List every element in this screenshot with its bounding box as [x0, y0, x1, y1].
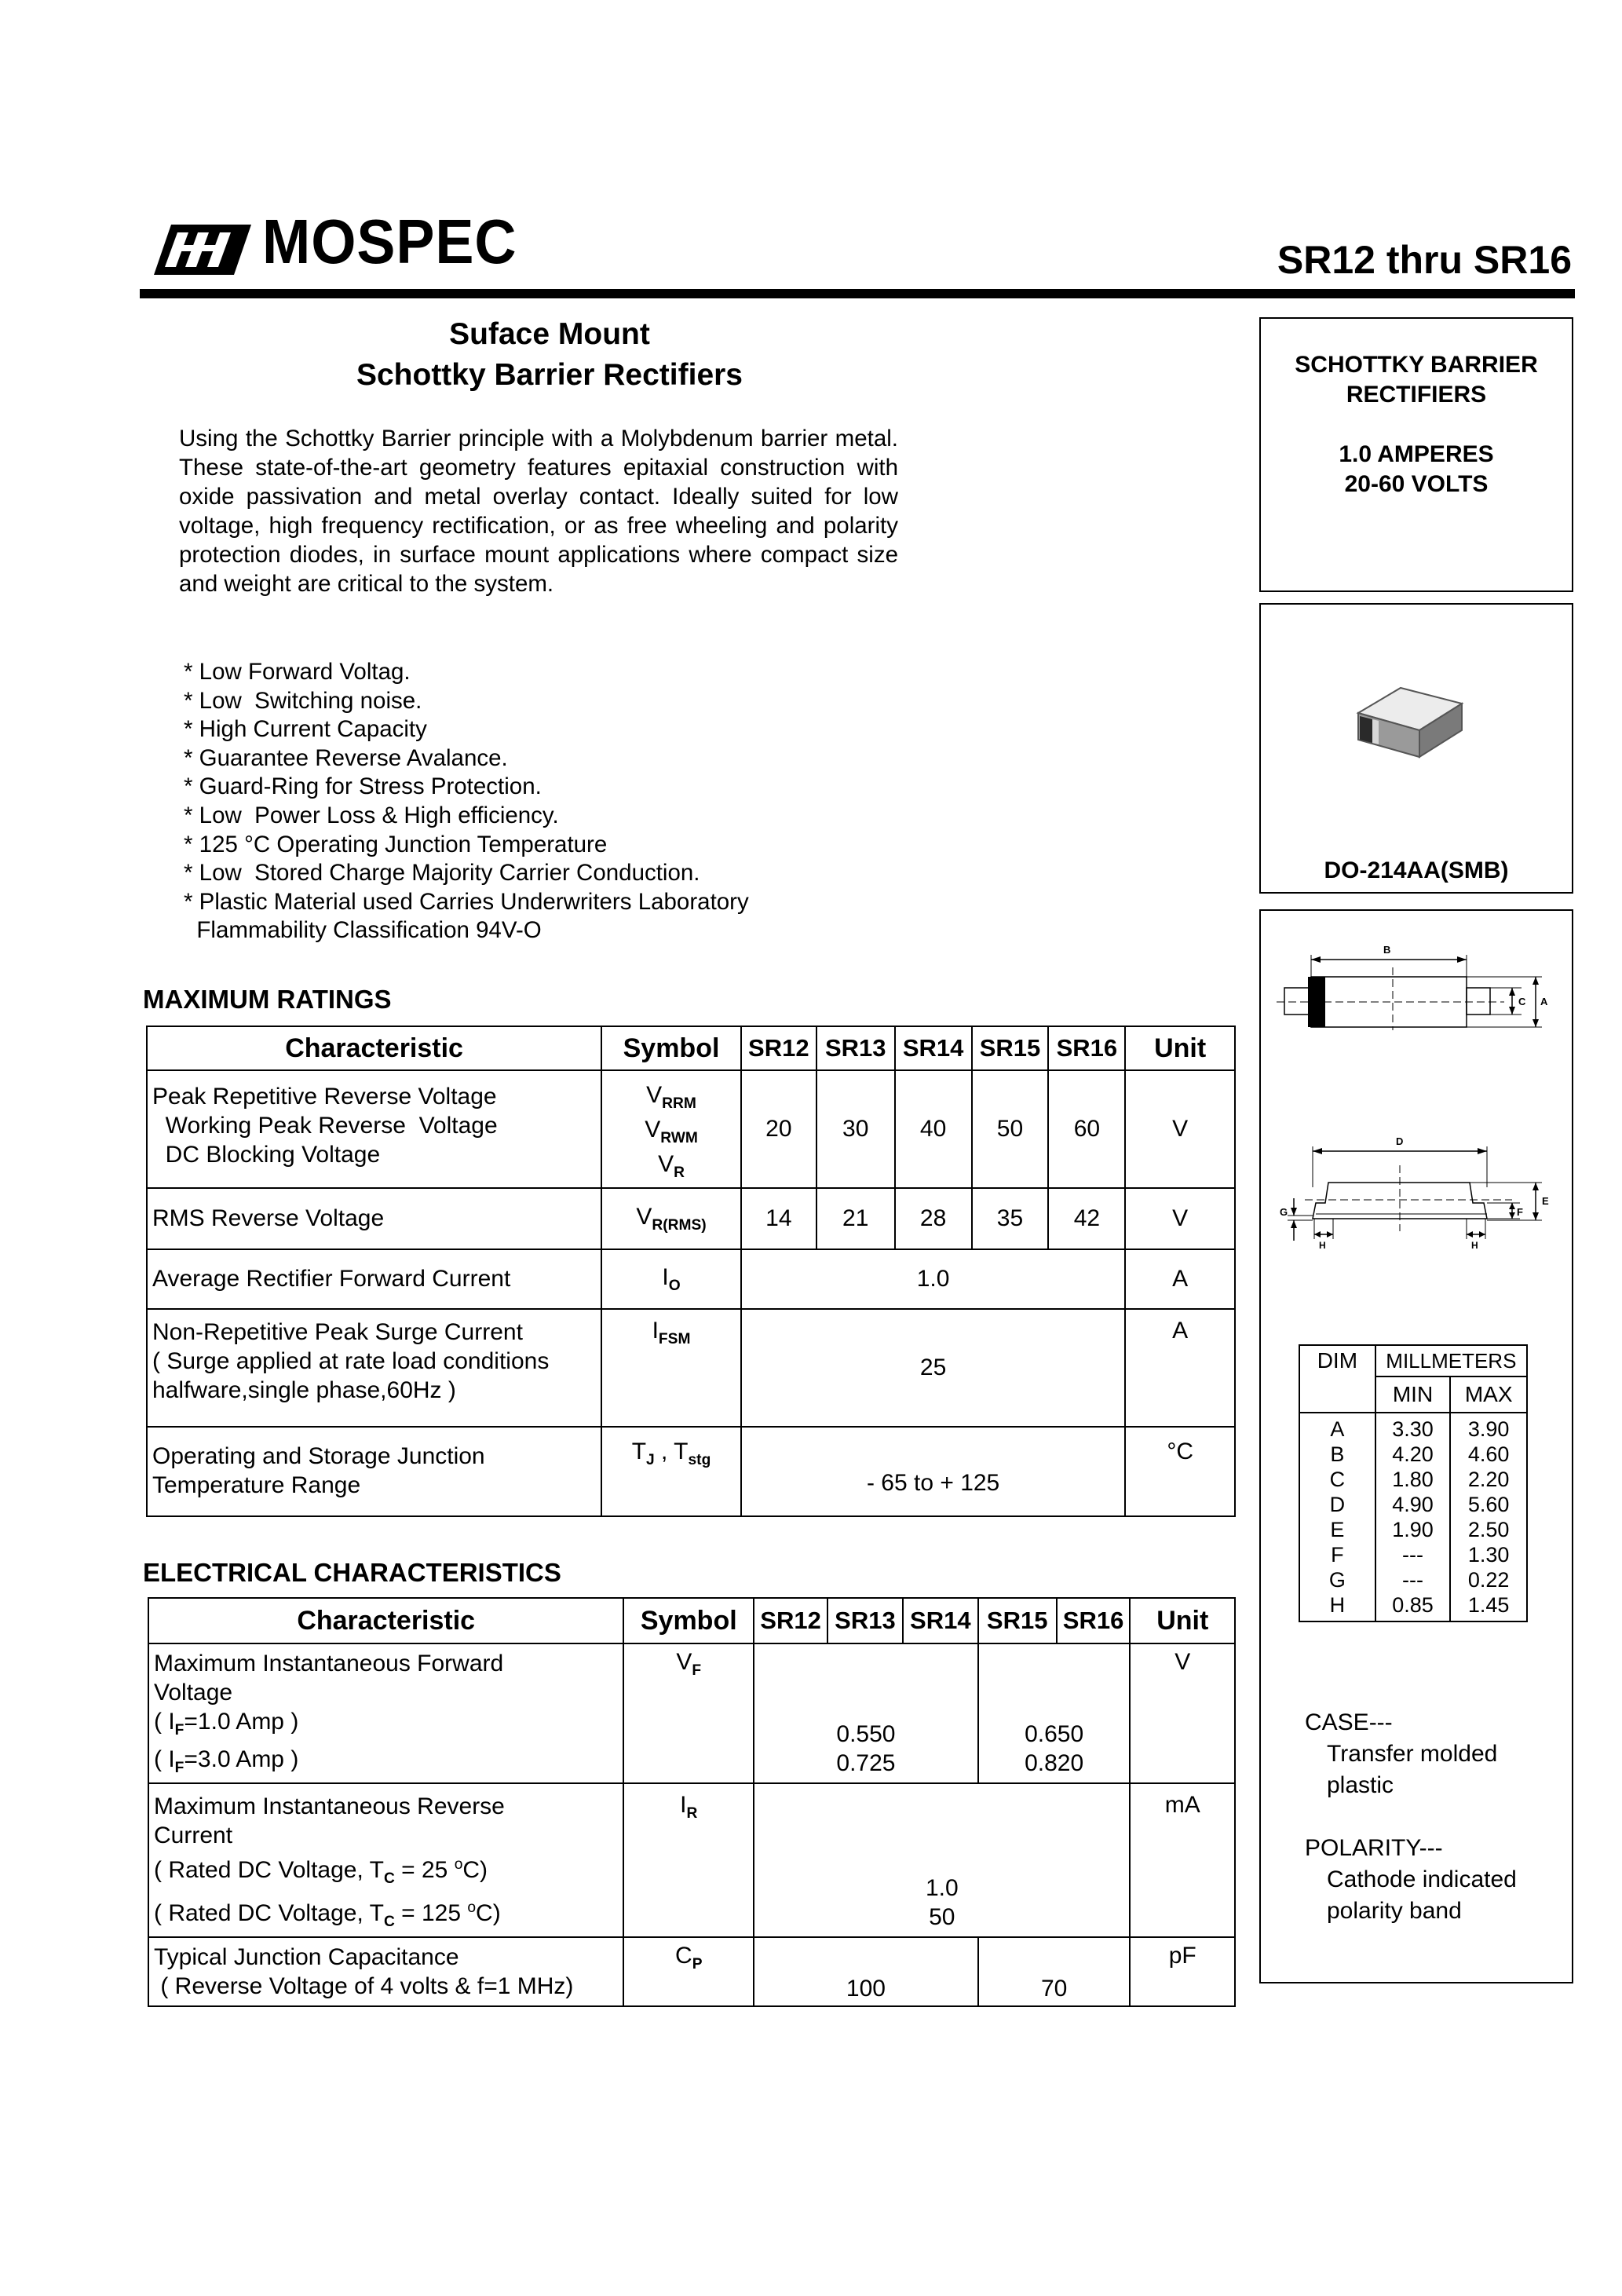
case-label: CASE--- — [1305, 1709, 1393, 1735]
value-cell: 1.0 50 — [754, 1783, 1130, 1937]
table-row — [148, 1783, 1235, 1937]
min-header: MIN — [1375, 1377, 1451, 1413]
table-row — [147, 1070, 1235, 1188]
feature-item: * Plastic Material used Carries Underwriters Laboratory — [184, 888, 749, 915]
dim-letters: A B C D E F G H — [1299, 1413, 1375, 1621]
feature-item: * Low Power Loss & High efficiency. — [184, 802, 559, 828]
case-text: plastic — [1327, 1772, 1394, 1798]
summary-line: 20-60 VOLTS — [1344, 471, 1489, 497]
case-text: Transfer molded — [1327, 1741, 1498, 1767]
row-symbol: $C_P$ — [623, 1937, 754, 2006]
summary-line: SCHOTTKY BARRIER — [1295, 352, 1538, 378]
table-row — [148, 1937, 1235, 2006]
col-sr14: SR14 — [903, 1598, 978, 1643]
page-title-line2: Schottky Barrier Rectifiers — [356, 358, 743, 392]
dim-label-f: F — [1517, 1206, 1523, 1218]
row-characteristic: Maximum Instantaneous Forward Voltage ( $I_F=1.0$ Amp ) ( $I_F=3.0$ Amp ) — [148, 1643, 623, 1783]
value-cell: 28 — [895, 1188, 972, 1249]
row-symbol: $I_{FSM}$ — [601, 1309, 741, 1427]
row-characteristic: Non-Repetitive Peak Surge Current ( Surge applied at rate load conditions halfware,single phase,60Hz ) — [147, 1309, 601, 1427]
row-characteristic: Typical Junction Capacitance ( Reverse Voltage of 4 volts & f=1 MHz) — [148, 1937, 623, 2006]
side-view-diagram — [1277, 1134, 1559, 1252]
value-cell: 100 — [754, 1937, 978, 2006]
value-cell: 20 — [741, 1070, 816, 1188]
dim-label-c: C — [1518, 996, 1526, 1007]
row-symbol: $T_J$ , $T_{stg}$ — [601, 1427, 741, 1516]
table-row — [148, 1643, 1235, 1783]
max-ratings-table — [146, 1026, 1236, 1517]
dim-max-values: 3.90 4.60 2.20 5.60 2.50 1.30 0.22 1.45 — [1450, 1413, 1527, 1621]
col-sr16: SR16 — [1048, 1026, 1125, 1070]
row-symbol: $I_O$ — [601, 1249, 741, 1309]
max-ratings-heading: MAXIMUM RATINGS — [143, 985, 392, 1014]
top-view-diagram — [1277, 944, 1559, 1030]
unit-cell: V — [1125, 1188, 1235, 1249]
feature-item: * Guard-Ring for Stress Protection. — [184, 773, 542, 800]
table-row — [147, 1188, 1235, 1249]
dim-header: DIM — [1299, 1345, 1375, 1413]
description: Using the Schottky Barrier principle with a Molybdenum barrier metal. These state-of-the-art geometry features epitaxial construction with oxide passivation and metal overlay contact. Ideally suited for low voltage, high frequency rectification, or as free wheeling and polarity protection diodes, in surface mount applications where compact size and weight are critical to the system. — [179, 426, 898, 597]
row-symbol: $V_F$ — [623, 1643, 754, 1783]
dim-label-h: H — [1471, 1240, 1478, 1251]
max-header: MAX — [1450, 1377, 1527, 1413]
col-unit: Unit — [1125, 1026, 1235, 1070]
package-box — [1259, 603, 1573, 894]
feature-list — [184, 658, 890, 945]
mospec-logo-icon — [154, 221, 251, 275]
value-cell: 60 — [1048, 1070, 1125, 1188]
unit-cell: V — [1130, 1643, 1235, 1783]
summary-line: 1.0 AMPERES — [1339, 441, 1494, 467]
row-symbol: $I_R$ — [623, 1783, 754, 1937]
col-symbol: Symbol — [623, 1598, 754, 1643]
table-row — [147, 1309, 1235, 1427]
part-range: SR12 thru SR16 — [1277, 238, 1572, 282]
dim-label-a: A — [1540, 996, 1548, 1007]
feature-item: * Low Switching noise. — [184, 687, 422, 714]
dim-label-h: H — [1319, 1240, 1326, 1251]
dim-label-g: G — [1280, 1206, 1288, 1218]
table-row — [147, 1249, 1235, 1309]
value-cell: 50 — [972, 1070, 1049, 1188]
electrical-table — [148, 1597, 1236, 2007]
unit-cell: A — [1125, 1249, 1235, 1309]
row-characteristic: Peak Repetitive Reverse Voltage Working Peak Reverse Voltage DC Blocking Voltage — [147, 1070, 601, 1188]
electrical-heading: ELECTRICAL CHARACTERISTICS — [143, 1558, 561, 1587]
table-header-row — [147, 1026, 1235, 1070]
unit-cell: pF — [1130, 1937, 1235, 2006]
col-sr12: SR12 — [741, 1026, 816, 1070]
value-cell: 40 — [895, 1070, 972, 1188]
header-rule — [140, 289, 1575, 298]
col-sr16: SR16 — [1057, 1598, 1131, 1643]
dim-label-e: E — [1542, 1195, 1549, 1207]
brand-name: MOSPEC — [262, 207, 517, 276]
polarity-text: polarity band — [1327, 1898, 1462, 1924]
value-cell: 35 — [972, 1188, 1049, 1249]
dim-label-d: D — [1396, 1135, 1404, 1147]
feature-item: * Low Stored Charge Majority Carrier Conduction. — [184, 860, 700, 887]
col-sr15: SR15 — [978, 1598, 1057, 1643]
feature-item: Flammability Classification 94V-O — [184, 917, 542, 944]
dim-label-b: B — [1383, 944, 1391, 956]
package-name: DO-214AA(SMB) — [1324, 857, 1509, 883]
polarity-info — [1305, 1833, 1517, 1927]
unit-cell: °C — [1125, 1427, 1235, 1516]
col-characteristic: Characteristic — [147, 1026, 601, 1070]
row-characteristic: Operating and Storage Junction Temperature Range — [147, 1427, 601, 1516]
feature-item: * Guarantee Reverse Avalance. — [184, 744, 508, 771]
col-unit: Unit — [1130, 1598, 1235, 1643]
feature-item: * High Current Capacity — [184, 716, 427, 743]
smb-package-icon — [1352, 678, 1470, 766]
table-row — [147, 1427, 1235, 1516]
dimension-table — [1299, 1344, 1528, 1622]
value-cell: 30 — [816, 1070, 895, 1188]
dim-min-values: 3.30 4.20 1.80 4.90 1.90 --- --- 0.85 — [1375, 1413, 1451, 1621]
value-cell: 1.0 — [741, 1249, 1125, 1309]
polarity-text: Cathode indicated — [1327, 1866, 1517, 1892]
col-sr14: SR14 — [895, 1026, 972, 1070]
value-cell: 0.550 0.725 — [754, 1643, 978, 1783]
value-cell: 21 — [816, 1188, 895, 1249]
row-characteristic: RMS Reverse Voltage — [147, 1188, 601, 1249]
unit-cell: A — [1125, 1309, 1235, 1427]
value-cell: - 65 to + 125 — [741, 1427, 1125, 1516]
table-header-row — [148, 1598, 1235, 1643]
polarity-label: POLARITY--- — [1305, 1835, 1443, 1861]
value-cell: 14 — [741, 1188, 816, 1249]
col-characteristic: Characteristic — [148, 1598, 623, 1643]
value-cell: 70 — [978, 1937, 1131, 2006]
col-sr13: SR13 — [816, 1026, 895, 1070]
col-sr13: SR13 — [827, 1598, 903, 1643]
col-sr12: SR12 — [754, 1598, 827, 1643]
page-title-line1: Suface Mount — [449, 317, 650, 351]
summary-line: RECTIFIERS — [1346, 382, 1487, 408]
millimeters-header: MILLMETERS — [1375, 1345, 1527, 1377]
feature-item: * Low Forward Voltag. — [184, 659, 411, 685]
value-cell: 25 — [741, 1309, 1125, 1427]
unit-cell: mA — [1130, 1783, 1235, 1937]
col-symbol: Symbol — [601, 1026, 741, 1070]
row-characteristic: Maximum Instantaneous Reverse Current ( Rated DC Voltage, $T_C = 25$ $^o$C) ( Rated DC Voltage, $T_C = 125$ $^o$C) — [148, 1783, 623, 1937]
row-symbol: $V_{R(RMS)}$ — [601, 1188, 741, 1249]
value-cell: 0.650 0.820 — [978, 1643, 1131, 1783]
summary-box — [1259, 317, 1573, 592]
value-cell: 42 — [1048, 1188, 1125, 1249]
unit-cell: V — [1125, 1070, 1235, 1188]
feature-item: * 125 °C Operating Junction Temperature — [184, 831, 608, 857]
row-characteristic: Average Rectifier Forward Current — [147, 1249, 601, 1309]
col-sr15: SR15 — [972, 1026, 1049, 1070]
case-info — [1305, 1707, 1497, 1801]
row-symbol: $V_{RRM}$ $V_{RWM}$ $V_R$ — [601, 1070, 741, 1188]
